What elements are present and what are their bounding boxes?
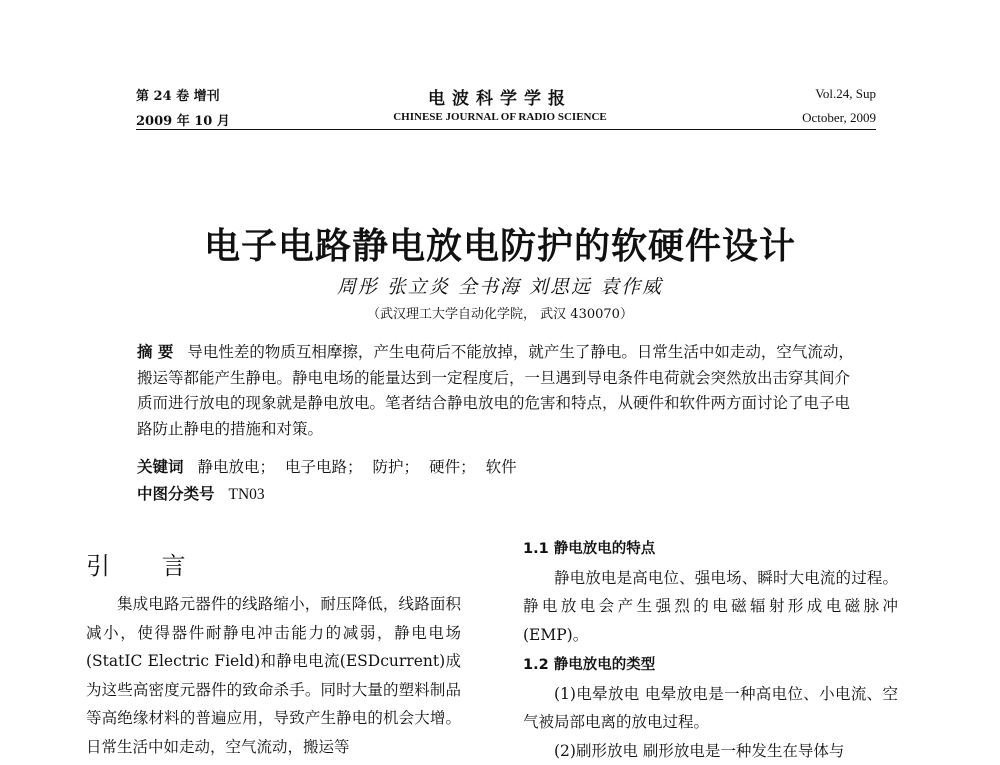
header-volume-en: Vol.24, Sup bbox=[815, 86, 876, 102]
journal-title-en: CHINESE JOURNAL OF RADIO SCIENCE bbox=[0, 111, 1000, 123]
right-column bbox=[523, 535, 898, 765]
keywords bbox=[137, 455, 527, 477]
abstract-text: 导电性差的物质互相摩擦，产生电荷后不能放掉，就产生了静电。日常生活中如走动，空气流动，搬运等都能产生静电。静电电场的能量达到一定程度后，一旦遇到导电条件电荷就会突然放出击穿其间介质而进行放电的现象就是静电放电。笔者结合静电放电的危害和特点，从硬件和软件两方面讨论了电子电路防止静电的措施和对策。 bbox=[137, 343, 854, 438]
paper-title: 电子电路静电放电防护的软硬件设计 bbox=[0, 218, 1000, 269]
paper-authors: 周彤 张立炎 全书海 刘思远 袁作威 bbox=[0, 272, 1000, 299]
intro-heading: 引 言 bbox=[86, 546, 208, 581]
header-date-cn: 2009 年 10 月 bbox=[136, 110, 230, 129]
abstract-label: 摘 要 bbox=[137, 343, 173, 361]
section-1-1-heading: 1.1 静电放电的特点 bbox=[523, 535, 898, 564]
classification-code: TN03 bbox=[229, 486, 265, 503]
keyword-item: 软件 bbox=[486, 458, 517, 476]
section-1-1-paragraph: 静电放电是高电位、强电场、瞬时大电流的过程。静电放电会产生强烈的电磁辐射形成电磁脉冲(EMP)。 bbox=[523, 564, 898, 650]
header-volume-cn: 第 24 卷 增刊 bbox=[136, 85, 220, 104]
intro-paragraph: 集成电路元器件的线路缩小，耐压降低，线路面积减小，使得器件耐静电冲击能力的减弱，静电电场(StatIC Electric Field)和静电电流(ESDcurrent)成为这些高密度元器件的致命杀手。同时大量的塑料制品等高绝缘材料的普遍应用，导致产生静电的机会大增。日常生活中如走动，空气流动，搬运等 bbox=[86, 590, 461, 761]
abstract bbox=[137, 340, 857, 442]
paper-affiliation: （武汉理工大学自动化学院， 武汉 430070） bbox=[0, 303, 1000, 322]
section-1-2-paragraph-1: (1)电晕放电 电晕放电是一种高电位、小电流、空气被局部电离的放电过程。 bbox=[523, 680, 898, 737]
header-rule bbox=[136, 129, 876, 130]
keyword-item: 电子电路； bbox=[285, 458, 363, 476]
keyword-item: 静电放电； bbox=[198, 458, 276, 476]
header-date-en: October, 2009 bbox=[802, 110, 876, 126]
keywords-label: 关键词 bbox=[137, 458, 184, 476]
classification-label: 中图分类号 bbox=[137, 485, 215, 503]
intro-column bbox=[86, 590, 461, 761]
keyword-item: 防护； bbox=[373, 458, 420, 476]
section-1-2-paragraph-2: (2)刷形放电 刷形放电是一种发生在导体与 bbox=[523, 737, 898, 765]
journal-title-cn: 电波科学学报 bbox=[0, 84, 1000, 109]
section-1-2-heading: 1.2 静电放电的类型 bbox=[523, 651, 898, 680]
classification bbox=[137, 482, 265, 504]
keyword-item: 硬件； bbox=[429, 458, 476, 476]
